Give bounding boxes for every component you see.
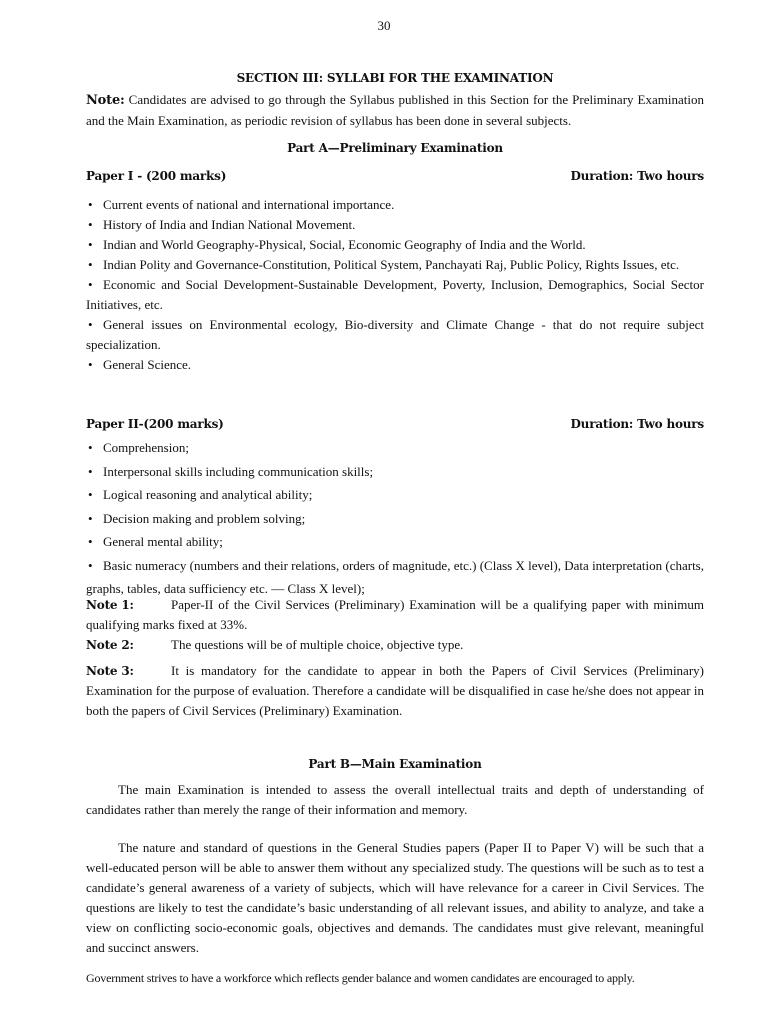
list-item: • General Science. [86,355,704,375]
section-title: SECTION III: SYLLABI FOR THE EXAMINATION [236,71,554,85]
list-item: • General issues on Environmental ecology, Bio-diversity and Climate Change - that do not require subject specialization. [86,315,704,355]
intro-note [86,90,704,131]
note-3-text: It is mandatory for the candidate to appear in both the Papers of Civil Services (Preliminary) Examination for the purpose of evaluation. Therefore a candidate will be disqualified in case he/she does not appear in both the papers of Civil Services (Preliminary) Examination. [86,663,704,718]
paper1-list [86,195,704,375]
note-2 [86,635,704,655]
list-item: • Indian and World Geography-Physical, Social, Economic Geography of India and the World. [86,235,704,255]
paper2-list [86,436,704,601]
list-item: • History of India and Indian National Movement. [86,215,704,235]
note-3-label: Note 3: [86,664,134,678]
list-item: • Indian Polity and Governance-Constitution, Political System, Panchayati Raj, Public Policy, Rights Issues, etc. [86,255,704,275]
note-1 [86,595,704,635]
list-item: • Current events of national and international importance. [86,195,704,215]
list-item: • Comprehension; [86,436,704,460]
paper1-duration: Duration: Two hours [570,169,704,183]
part-b-para-2: The nature and standard of questions in the General Studies papers (Paper II to Paper V) will be such that a well-educated person will be able to answer them without any specialized study. The questions will be such as to test a candidate’s general awareness of a variety of subjects, which will have relevance for a career in Civil Services. The questions are likely to test the candidate’s basic understanding of all relevant issues, and ability to analyze, and take a view on conflicting socio-economic goals, objectives and demands. The candidates must give relevant, meaningful and succinct answers. [86,840,704,955]
list-item: • Economic and Social Development-Sustainable Development, Poverty, Inclusion, Demographics, Social Sector Initiatives, etc. [86,275,704,315]
note-2-label: Note 2: [86,638,134,652]
list-item: • Decision making and problem solving; [86,507,704,531]
note-1-text: Paper-II of the Civil Services (Preliminary) Examination will be a qualifying paper with minimum qualifying marks fixed at 33%. [86,597,704,632]
intro-note-text: Candidates are advised to go through the Syllabus published in this Section for the Preliminary Examination and the Main Examination, as periodic revision of syllabus has been done in several subjects. [86,92,704,128]
intro-note-label: Note: [86,93,125,108]
paper2-header [86,414,704,434]
part-b-heading: Part B—Main Examination [308,757,482,771]
paper1-header [86,166,704,186]
part-b-para-1: The main Examination is intended to assess the overall intellectual traits and depth of understanding of candidates rather than merely the range of their information and memory. [86,782,704,817]
part-a-heading: Part A—Preliminary Examination [287,141,503,155]
paper1-title: Paper I - (200 marks) [86,169,227,183]
list-item: • General mental ability; [86,530,704,554]
list-item: • Logical reasoning and analytical ability; [86,483,704,507]
list-item: • Basic numeracy (numbers and their relations, orders of magnitude, etc.) (Class X level), Data interpretation (charts, graphs, tables, data sufficiency etc. — Class X level); [86,554,704,601]
paper2-title: Paper II-(200 marks) [86,417,224,431]
footer-note: Government strives to have a workforce which reflects gender balance and women candidates are encouraged to apply. [86,971,635,985]
paper2-duration: Duration: Two hours [570,417,704,431]
note-1-label: Note 1: [86,598,134,612]
page-number: 30 [377,18,391,33]
list-item: • Interpersonal skills including communication skills; [86,460,704,484]
note-2-text: The questions will be of multiple choice, objective type. [171,637,464,652]
note-3 [86,661,704,721]
